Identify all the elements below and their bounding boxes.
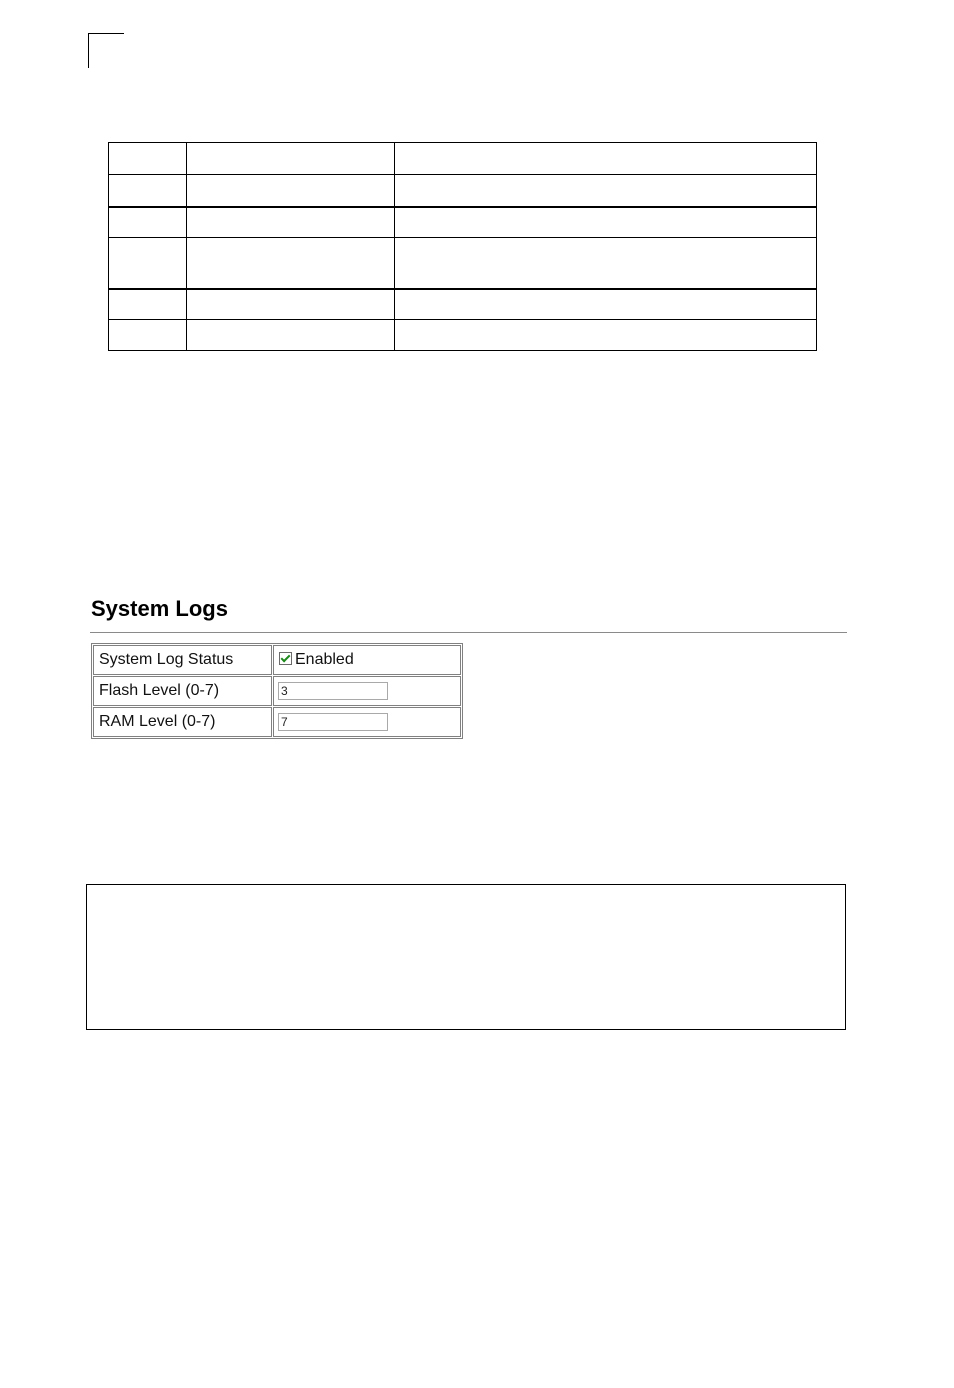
table-row: [109, 238, 817, 289]
table-row: [93, 645, 461, 675]
system-log-status-label: System Log Status: [93, 645, 272, 675]
title-divider: [90, 632, 847, 633]
table-row: [109, 320, 817, 351]
system-log-status-cell: [273, 645, 461, 675]
flash-level-label: Flash Level (0-7): [93, 676, 272, 706]
ram-level-cell: [273, 707, 461, 737]
table-row: [109, 289, 817, 320]
ram-level-label: RAM Level (0-7): [93, 707, 272, 737]
flash-level-cell: [273, 676, 461, 706]
table-row: [109, 175, 817, 207]
table-row: [109, 143, 817, 175]
system-log-status-checkbox[interactable]: [279, 652, 292, 665]
crop-mark-horizontal: [88, 33, 124, 34]
empty-frame: [86, 884, 846, 1030]
ram-level-input[interactable]: [278, 713, 388, 731]
page-title: System Logs: [91, 596, 228, 621]
system-logs-settings-table: [91, 643, 463, 739]
empty-reference-table: [108, 142, 817, 351]
table-row: [109, 207, 817, 238]
crop-mark-vertical: [88, 33, 89, 68]
checkbox-label: Enabled: [295, 651, 354, 668]
table-row: [93, 707, 461, 737]
table-row: [93, 676, 461, 706]
flash-level-input[interactable]: [278, 682, 388, 700]
